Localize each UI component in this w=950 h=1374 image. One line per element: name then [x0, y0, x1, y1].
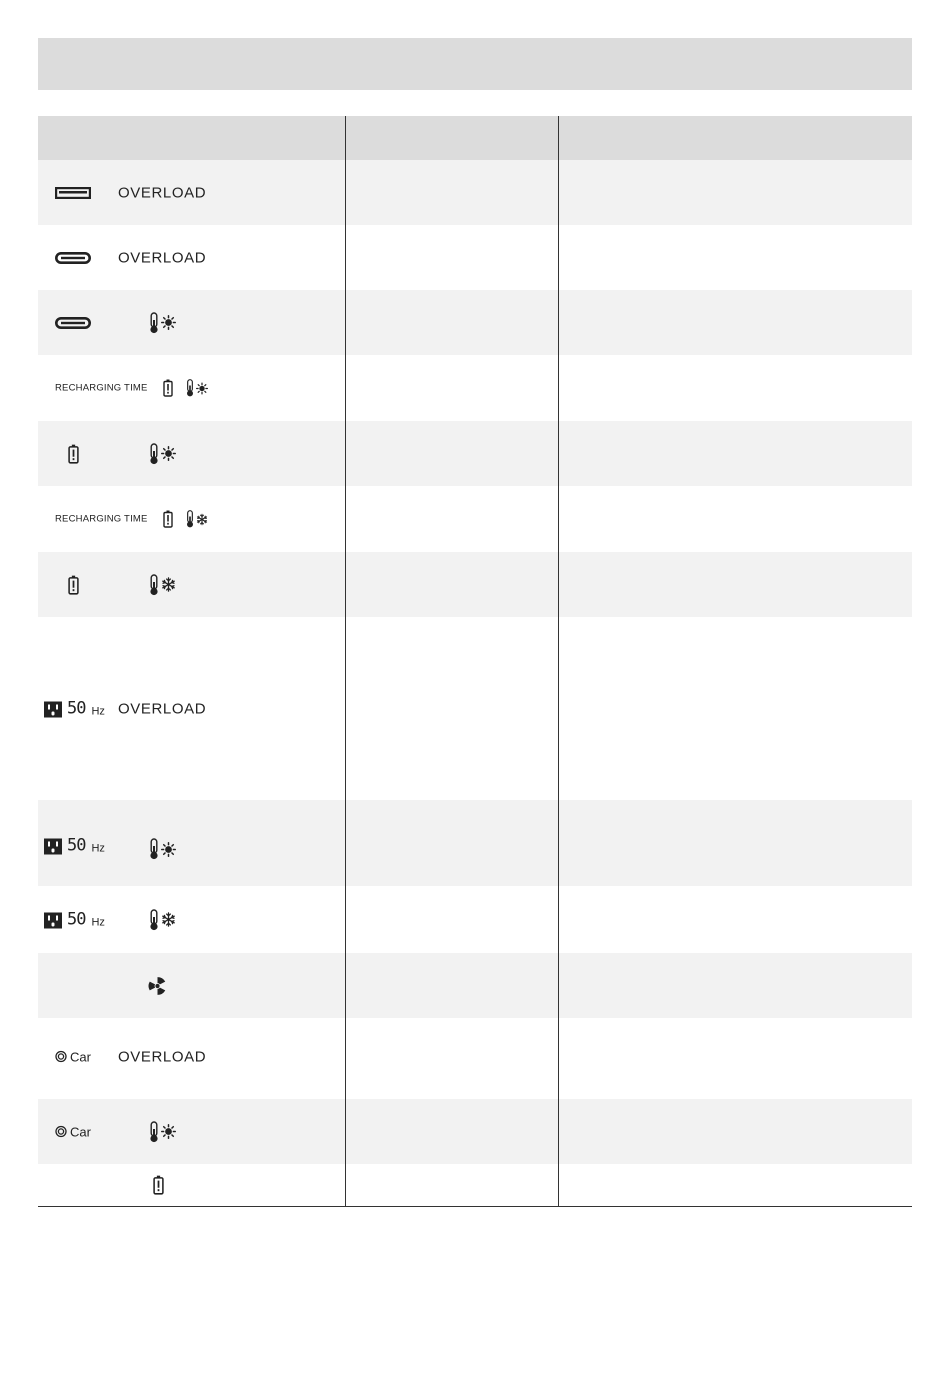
table-row — [38, 421, 912, 486]
ac-frequency-group — [44, 837, 105, 854]
table-row — [38, 1164, 912, 1206]
header-cell-solution — [558, 116, 912, 160]
thermometer-low-temp-icon — [148, 909, 176, 931]
status-icon-table — [38, 116, 912, 1207]
table-row — [38, 160, 912, 225]
overload-label: OVERLOAD — [118, 700, 207, 717]
overload-label: OVERLOAD — [118, 249, 207, 266]
battery-warning-icon — [153, 1175, 164, 1195]
ac-frequency-group — [44, 911, 105, 928]
car-label: Car — [70, 1049, 91, 1065]
overload-label: OVERLOAD — [118, 184, 207, 201]
header-cell-reason — [345, 116, 558, 160]
table-row — [38, 355, 912, 421]
recharging-time-label: RECHARGING TIME — [55, 382, 148, 394]
thermometer-low-temp-icon — [185, 510, 208, 529]
car-label: Car — [70, 1124, 91, 1139]
thermometer-high-temp-icon — [148, 838, 176, 860]
ac-outlet-icon — [44, 838, 62, 854]
frequency-digits: 50 — [67, 909, 86, 929]
overload-label: OVERLOAD — [118, 1048, 207, 1066]
fan-icon — [147, 975, 168, 996]
ac-frequency-group — [44, 700, 105, 717]
frequency-unit: Hz — [91, 705, 105, 717]
ac-outlet-icon — [44, 701, 62, 717]
battery-warning-icon — [163, 379, 173, 397]
car-port-icon — [55, 1051, 67, 1063]
thermometer-high-temp-icon — [148, 312, 176, 334]
table-header-row — [38, 116, 912, 160]
table-row — [38, 617, 912, 800]
battery-warning-icon — [163, 510, 173, 528]
usb-c-port-icon — [55, 252, 91, 264]
car-port-group — [55, 1049, 91, 1064]
frequency-unit: Hz — [91, 842, 105, 855]
table-row — [38, 953, 912, 1018]
car-port-icon — [55, 1126, 67, 1138]
frequency-unit: Hz — [91, 916, 105, 928]
thermometer-low-temp-icon — [148, 574, 176, 596]
thermometer-high-temp-icon — [185, 379, 208, 398]
section-title-bar — [38, 38, 912, 90]
frequency-digits: 50 — [67, 835, 86, 856]
table-row — [38, 886, 912, 953]
thermometer-high-temp-icon — [148, 1121, 176, 1143]
ac-outlet-icon — [44, 912, 62, 928]
table-row — [38, 225, 912, 290]
table-row — [38, 290, 912, 355]
thermometer-high-temp-icon — [148, 443, 176, 465]
usb-a-port-icon — [55, 187, 91, 199]
table-row — [38, 486, 912, 552]
table-row — [38, 1099, 912, 1164]
table-row — [38, 1018, 912, 1099]
header-cell-display — [38, 116, 345, 160]
frequency-digits: 50 — [67, 698, 86, 718]
recharging-time-label: RECHARGING TIME — [55, 513, 148, 525]
table-bottom-rule — [38, 1206, 912, 1207]
table-row — [38, 552, 912, 617]
battery-warning-icon — [68, 575, 79, 595]
car-port-group — [55, 1124, 91, 1139]
table-row — [38, 800, 912, 886]
battery-warning-icon — [68, 444, 79, 464]
usb-c-port-icon — [55, 317, 91, 329]
